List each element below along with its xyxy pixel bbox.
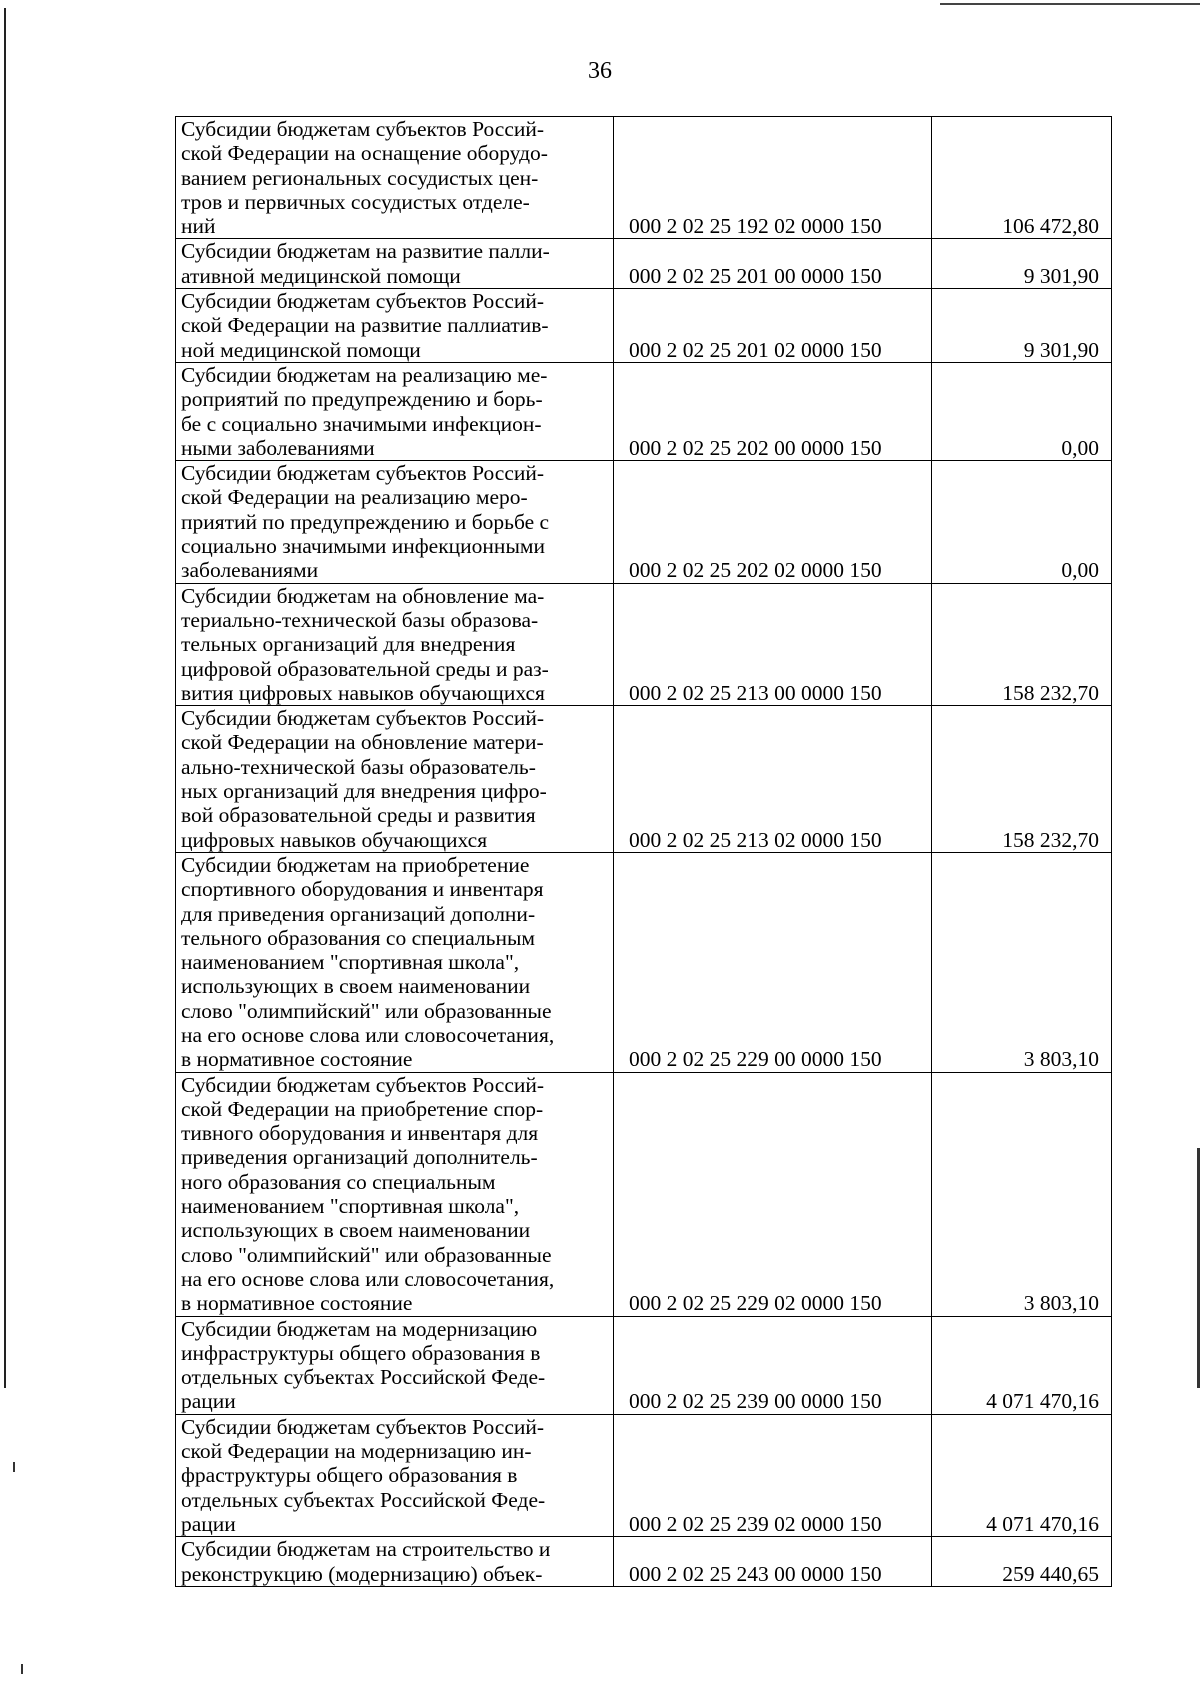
table-row (176, 583, 1112, 705)
description-line: ской Федерации на развитие паллиатив- (181, 313, 549, 338)
amount: 4 071 470,16 (932, 1316, 1112, 1414)
description-line: использующих в своем наименовании (181, 974, 531, 999)
row-description (176, 1316, 614, 1414)
table-row (176, 1316, 1112, 1414)
description-line: тельного образования со специальным (181, 925, 536, 950)
amount: 158 232,70 (932, 583, 1112, 705)
table-row (176, 1537, 1112, 1587)
row-description (176, 362, 614, 460)
row-description (176, 1537, 614, 1587)
description-line: цифровой образовательной среды и раз- (181, 656, 549, 681)
table-row (176, 289, 1112, 363)
budget-code: 000 2 02 25 229 02 0000 150 (614, 1072, 932, 1316)
description-line: Субсидии бюджетам субъектов Россий- (181, 706, 545, 731)
budget-code: 000 2 02 25 239 02 0000 150 (614, 1414, 932, 1536)
budget-code: 000 2 02 25 201 00 0000 150 (614, 239, 932, 289)
row-description (176, 461, 614, 583)
description-line: приятий по предупреждению и борьбе с (181, 509, 550, 534)
description-line: вития цифровых навыков обучающихся (181, 680, 545, 705)
table-row (176, 461, 1112, 583)
table-row (176, 706, 1112, 853)
description-line: ской Федерации на модернизацию ин- (181, 1439, 532, 1464)
row-description (176, 1072, 614, 1316)
row-description (176, 289, 614, 363)
amount: 0,00 (932, 461, 1112, 583)
description-line: заболеваниями (181, 558, 319, 583)
amount: 158 232,70 (932, 706, 1112, 853)
scan-edge-left (4, 8, 6, 1388)
amount: 4 071 470,16 (932, 1414, 1112, 1536)
description-line: ской Федерации на оснащение оборудо- (181, 141, 548, 166)
table-row (176, 239, 1112, 289)
row-description (176, 1414, 614, 1536)
description-line: на его основе слова или словосочетания, (181, 1022, 555, 1047)
description-line: Субсидии бюджетам на модернизацию (181, 1316, 538, 1341)
description-line: спортивного оборудования и инвентаря (181, 877, 544, 902)
description-line: Субсидии бюджетам на обновление ма- (181, 583, 545, 608)
description-line: в нормативное состояние (181, 1047, 413, 1072)
budget-code: 000 2 02 25 243 00 0000 150 (614, 1537, 932, 1587)
description-line: Субсидии бюджетам субъектов Россий- (181, 117, 545, 141)
description-line: социально значимыми инфекционными (181, 534, 545, 559)
description-line: инфраструктуры общего образования в (181, 1340, 541, 1365)
description-line: Субсидии бюджетам субъектов Россий- (181, 289, 545, 314)
description-line: ской Федерации на обновление матери- (181, 730, 544, 755)
description-line: для приведения организаций дополни- (181, 901, 536, 926)
description-line: ными заболеваниями (181, 435, 375, 460)
description-line: ного образования со специальным (181, 1169, 496, 1194)
description-line: Субсидии бюджетам на строительство и (181, 1537, 551, 1562)
table-row (176, 1072, 1112, 1316)
table-row (176, 117, 1112, 239)
budget-code: 000 2 02 25 202 00 0000 150 (614, 362, 932, 460)
description-line: Субсидии бюджетам субъектов Россий- (181, 1072, 545, 1097)
description-line: реконструкцию (модернизацию) объек- (181, 1561, 543, 1586)
amount: 9 301,90 (932, 239, 1112, 289)
table-row (176, 1414, 1112, 1536)
description-line: тров и первичных сосудистых отделе- (181, 189, 530, 214)
scan-edge-top (940, 3, 1200, 5)
row-description (176, 583, 614, 705)
budget-code: 000 2 02 25 239 00 0000 150 (614, 1316, 932, 1414)
description-line: тивного оборудования и инвентаря для (181, 1121, 539, 1146)
description-line: отдельных субъектах Российской Феде- (181, 1487, 546, 1512)
description-line: ально-технической базы образователь- (181, 754, 536, 779)
description-line: роприятий по предупреждению и борь- (181, 387, 543, 412)
budget-code: 000 2 02 25 213 02 0000 150 (614, 706, 932, 853)
budget-table (175, 116, 1112, 1587)
amount: 3 803,10 (932, 1072, 1112, 1316)
budget-code: 000 2 02 25 192 02 0000 150 (614, 117, 932, 239)
description-line: териально-технической базы образова- (181, 607, 539, 632)
description-line: ной медицинской помощи (181, 337, 421, 362)
description-line: тельных организаций для внедрения (181, 632, 516, 657)
description-line: цифровых навыков обучающихся (181, 827, 488, 852)
row-description (176, 706, 614, 853)
amount: 0,00 (932, 362, 1112, 460)
scan-mark (21, 1664, 23, 1674)
description-line: Субсидии бюджетам на развитие палли- (181, 239, 550, 264)
description-line: рации (181, 1511, 236, 1536)
description-line: использующих в своем наименовании (181, 1218, 531, 1243)
scan-mark (13, 1462, 15, 1472)
budget-code: 000 2 02 25 202 02 0000 150 (614, 461, 932, 583)
description-line: рации (181, 1389, 236, 1414)
row-description (176, 239, 614, 289)
description-line: наименованием "спортивная школа", (181, 1194, 520, 1219)
description-line: Субсидии бюджетам на реализацию ме- (181, 362, 548, 387)
description-line: отдельных субъектах Российской Феде- (181, 1365, 546, 1390)
description-line: бе с социально значимыми инфекцион- (181, 411, 542, 436)
budget-code: 000 2 02 25 213 00 0000 150 (614, 583, 932, 705)
description-line: ных организаций для внедрения цифро- (181, 779, 547, 804)
amount: 3 803,10 (932, 852, 1112, 1072)
description-line: наименованием "спортивная школа", (181, 950, 520, 975)
description-line: фраструктуры общего образования в (181, 1463, 518, 1488)
description-line: на его основе слова или словосочетания, (181, 1266, 555, 1291)
page-number: 36 (588, 58, 612, 84)
table-body (176, 117, 1112, 1587)
description-line: ванием региональных сосудистых цен- (181, 165, 539, 190)
description-line: в нормативное состояние (181, 1291, 413, 1316)
description-line: ативной медицинской помощи (181, 263, 461, 288)
budget-code: 000 2 02 25 229 00 0000 150 (614, 852, 932, 1072)
description-line: Субсидии бюджетам субъектов Россий- (181, 461, 545, 486)
description-line: вой образовательной среды и развития (181, 803, 536, 828)
description-line: ской Федерации на приобретение спор- (181, 1096, 544, 1121)
budget-code: 000 2 02 25 201 02 0000 150 (614, 289, 932, 363)
description-line: приведения организаций дополнитель- (181, 1145, 538, 1170)
row-description (176, 852, 614, 1072)
amount: 9 301,90 (932, 289, 1112, 363)
description-line: ской Федерации на реализацию меро- (181, 485, 528, 510)
table-row (176, 362, 1112, 460)
amount: 106 472,80 (932, 117, 1112, 239)
description-line: Субсидии бюджетам на приобретение (181, 852, 530, 877)
description-line: слово "олимпийский" или образованные (181, 998, 552, 1023)
amount: 259 440,65 (932, 1537, 1112, 1587)
description-line: Субсидии бюджетам субъектов Россий- (181, 1414, 545, 1439)
row-description (176, 117, 614, 239)
description-line: слово "олимпийский" или образованные (181, 1242, 552, 1267)
description-line: ний (181, 214, 216, 239)
table-row (176, 852, 1112, 1072)
